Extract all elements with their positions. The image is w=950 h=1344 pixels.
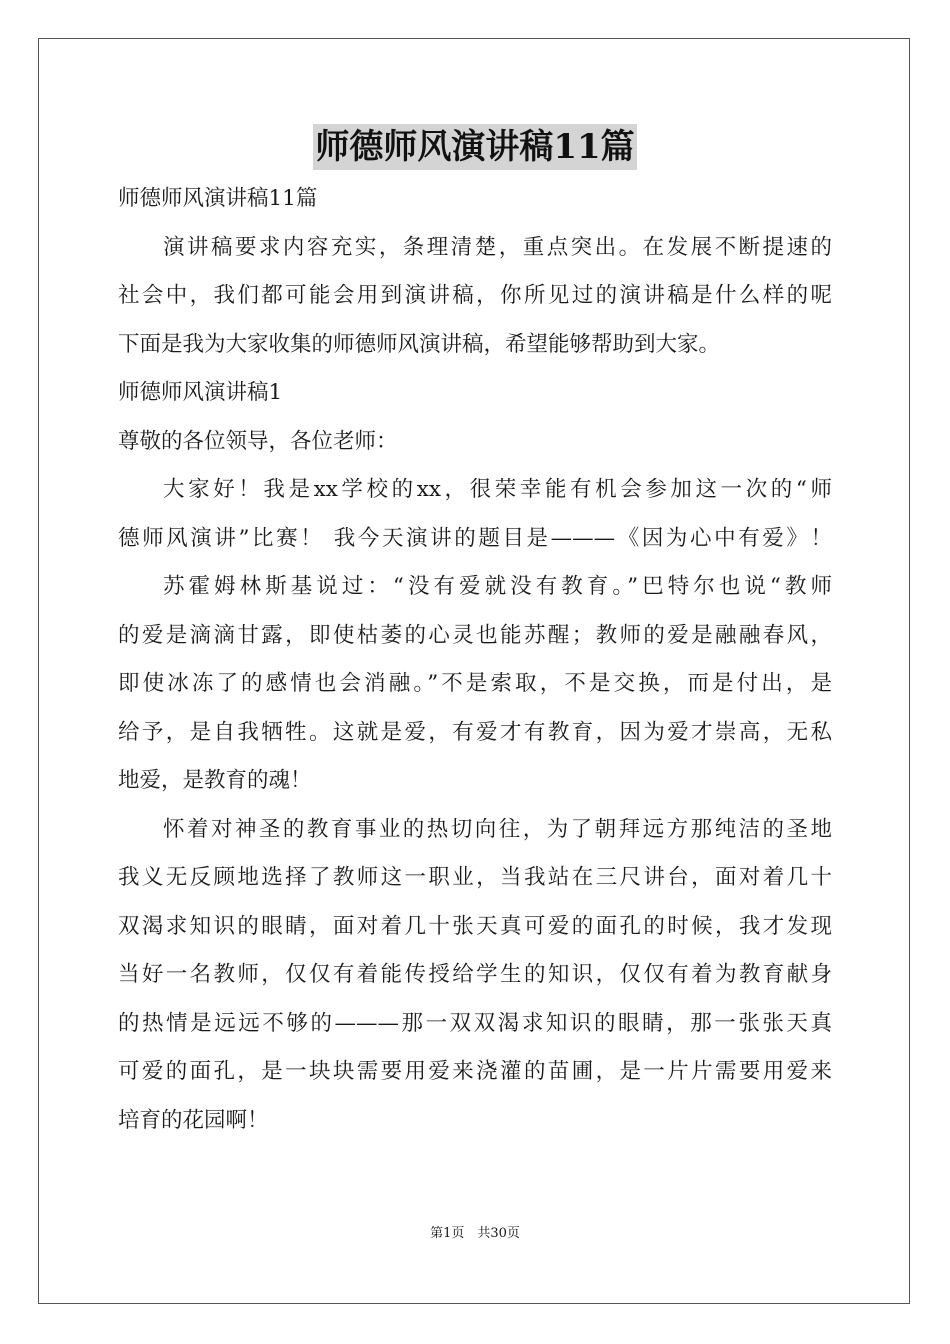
document-title: 师德师风演讲稿11篇 <box>313 124 636 170</box>
text-line: 可爱的面孔，是一块块需要用爱来浇灌的苗圃，是一片片需要用爱来 <box>118 1059 832 1084</box>
text-line: 苏霍姆林斯基说过：“没有爱就没有教育。”巴特尔也说“教师 <box>163 574 832 599</box>
text-line: 师德师风演讲稿1 <box>118 380 283 405</box>
text-line: 师德师风演讲稿11篇 <box>118 186 318 211</box>
text-line: 的爱是滴滴甘露，即使枯萎的心灵也能苏醒；教师的爱是融融春风， <box>118 622 832 648</box>
text-line: 给予，是自我牺牲。这就是爱，有爱才有教育，因为爱才崇高，无私 <box>118 719 832 745</box>
text-line: 当好一名教师，仅仅有着能传授给学生的知识，仅仅有着为教育献身 <box>118 962 832 987</box>
text-line: 我义无反顾地选择了教师这一职业，当我站在三尺讲台，面对着几十 <box>118 865 832 890</box>
title-container <box>0 124 950 170</box>
text-line: 社会中，我们都可能会用到演讲稿，你所见过的演讲稿是什么样的呢 <box>118 283 832 308</box>
text-line: 德师风演讲”比赛！ 我今天演讲的题目是———《因为心中有爱》！ <box>118 525 832 551</box>
text-line: 即使冰冻了的感情也会消融。”不是索取，不是交换，而是付出，是 <box>118 671 832 696</box>
text-line: 尊敬的各位领导，各位老师： <box>118 428 398 454</box>
text-line: 双渴求知识的眼睛，面对着几十张天真可爱的面孔的时候，我才发现 <box>118 913 832 939</box>
text-line: 下面是我为大家收集的师德师风演讲稿，希望能够帮助到大家。 <box>118 331 721 357</box>
text-line: 演讲稿要求内容充实，条理清楚，重点突出。在发展不断提速的 <box>163 234 832 260</box>
page-footer: 第1页 共30页 <box>430 1226 520 1241</box>
text-line: 培育的花园啊！ <box>118 1107 269 1133</box>
document-body <box>118 175 832 1145</box>
text-line: 大家好！我是xx学校的xx，很荣幸能有机会参加这一次的“师 <box>163 477 832 502</box>
text-line: 的热情是远远不够的———那一双双渴求知识的眼睛，那一张张天真 <box>118 1010 832 1036</box>
text-line: 地爱，是教育的魂！ <box>118 768 312 793</box>
text-line: 怀着对神圣的教育事业的热切向往，为了朝拜远方那纯洁的圣地 <box>163 816 832 842</box>
